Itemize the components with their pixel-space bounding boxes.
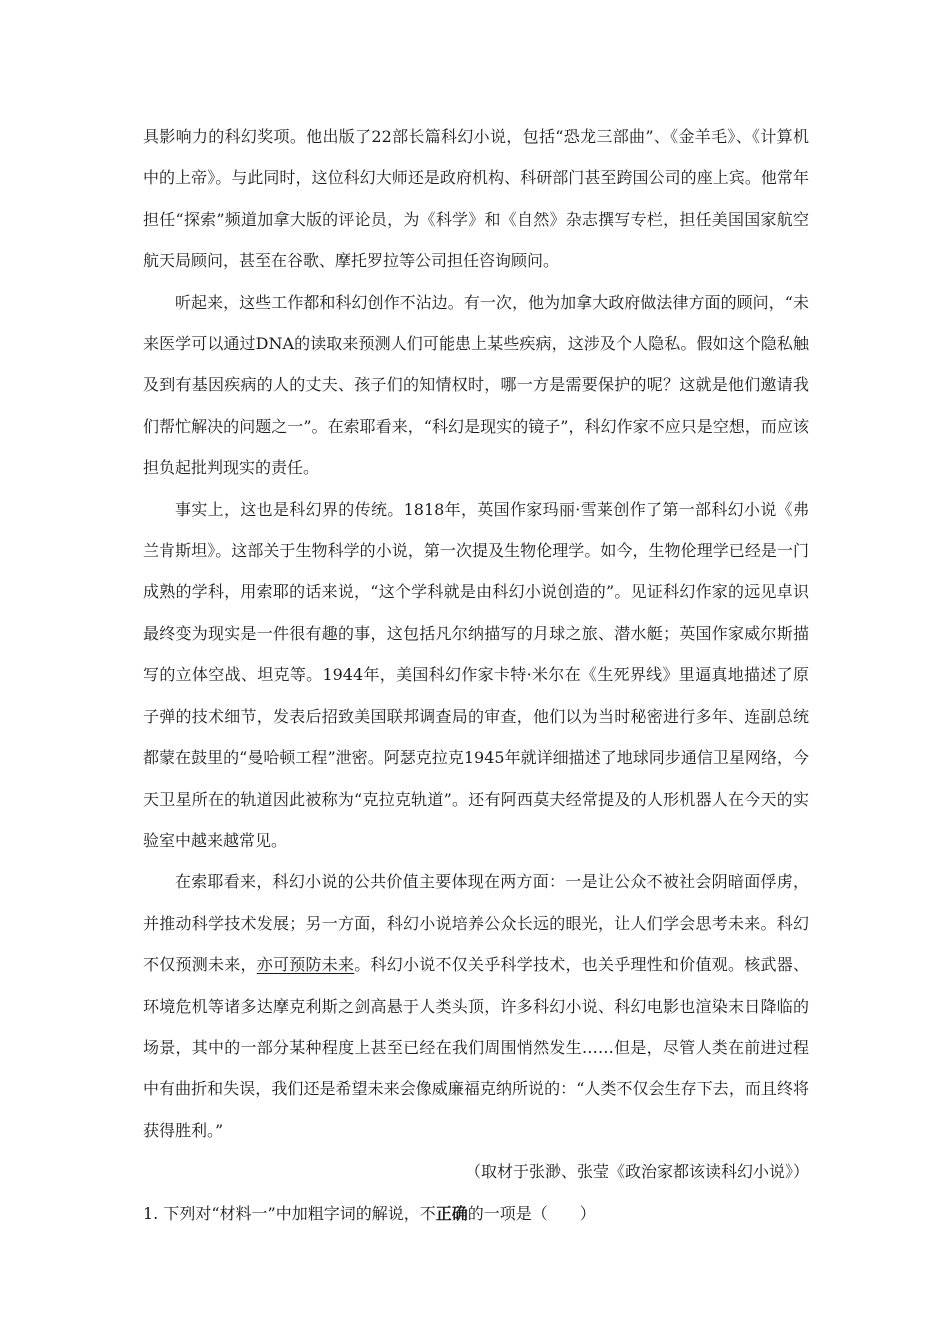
paragraph-4-before: 在索耶看来，科幻小说的公共价值主要体现在两方面：一是让公众不被社会阴暗面俘虏，并推动科学技术发展；另一方面，科幻小说培养公众长远的眼光，让人们学会思考未来。科幻不仅预测未来， <box>143 872 809 975</box>
question-number: 1. <box>143 1203 159 1223</box>
paragraph-3: 事实上，这也是科幻界的传统。1818年，英国作家玛丽·雪莱创作了第一部科幻小说《弗兰肯斯坦》。这部关于生物科学的小说，第一次提及生物伦理学。如今，生物伦理学已经是一门成熟的学科，用索耶的话来说，“这个学科就是由科幻小说创造的”。见证科幻作家的远见卓识最终变为现实是一件很有趣的事，这包括凡尔纳描写的月球之旅、潜水艇；英国作家威尔斯描写的立体空战、坦克等。1944年，美国科幻作家卡特·米尔在《生死界线》里逼真地描述了原子弹的技术细节，发表后招致美国联邦调查局的审查，他们以为当时秘密进行多年、连副总统都蒙在鼓里的“曼哈顿工程”泄密。阿瑟克拉克1945年就详细描述了地球同步通信卫星网络，今天卫星所在的轨道因此被称为“克拉克轨道”。还有阿西莫夫经常提及的人形机器人在今天的实验室中越来越常见。 <box>143 499 809 850</box>
underlined-phrase: 亦可预防未来 <box>256 955 355 975</box>
article-body <box>143 116 809 1234</box>
source-citation: （取材于张渺、张莹《政治家都该读科幻小说》） <box>464 1162 809 1182</box>
question-bold-word: 正确 <box>435 1203 468 1223</box>
paragraph-4 <box>143 861 809 1151</box>
question-1 <box>143 1193 809 1234</box>
question-text-after: 的一项是（ ） <box>467 1203 596 1223</box>
question-text-before: 下列对“材料一”中加粗字词的解说，不 <box>163 1203 436 1223</box>
paragraph-2: 听起来，这些工作都和科幻创作不沾边。有一次，他为加拿大政府做法律方面的顾问，“未来医学可以通过DNA的读取来预测人们可能患上某些疾病，这涉及个人隐私。假如这个隐私触及到有基因疾病的人的丈夫、孩子们的知情权时，哪一方是需要保护的呢？这就是他们邀请我们帮忙解决的问题之一”。在索耶看来，“科幻是现实的镜子”，科幻作家不应只是空想，而应该担负起批判现实的责任。 <box>143 292 809 478</box>
paragraph-1: 具影响力的科幻奖项。他出版了22部长篇科幻小说，包括“恐龙三部曲”、《金羊毛》、《计算机中的上帝》。与此同时，这位科幻大师还是政府机构、科研部门甚至跨国公司的座上宾。他常年担任“探索”频道加拿大版的评论员，为《科学》和《自然》杂志撰写专栏，担任美国国家航空航天局顾问，甚至在谷歌、摩托罗拉等公司担任咨询顾问。 <box>143 127 809 271</box>
paragraph-4-after: 。科幻小说不仅关乎科学技术，也关乎理性和价值观。核武器、环境危机等诸多达摩克利斯之剑高悬于人类头顶，许多科幻小说、科幻电影也渲染末日降临的场景，其中的一部分某种程度上甚至已经在我们周围悄然发生……但是，尽管人类在前进过程中有曲折和失误，我们还是希望未来会像威廉福克纳所说的：“人类不仅会生存下去，而且终将获得胜利。” <box>143 955 809 1140</box>
